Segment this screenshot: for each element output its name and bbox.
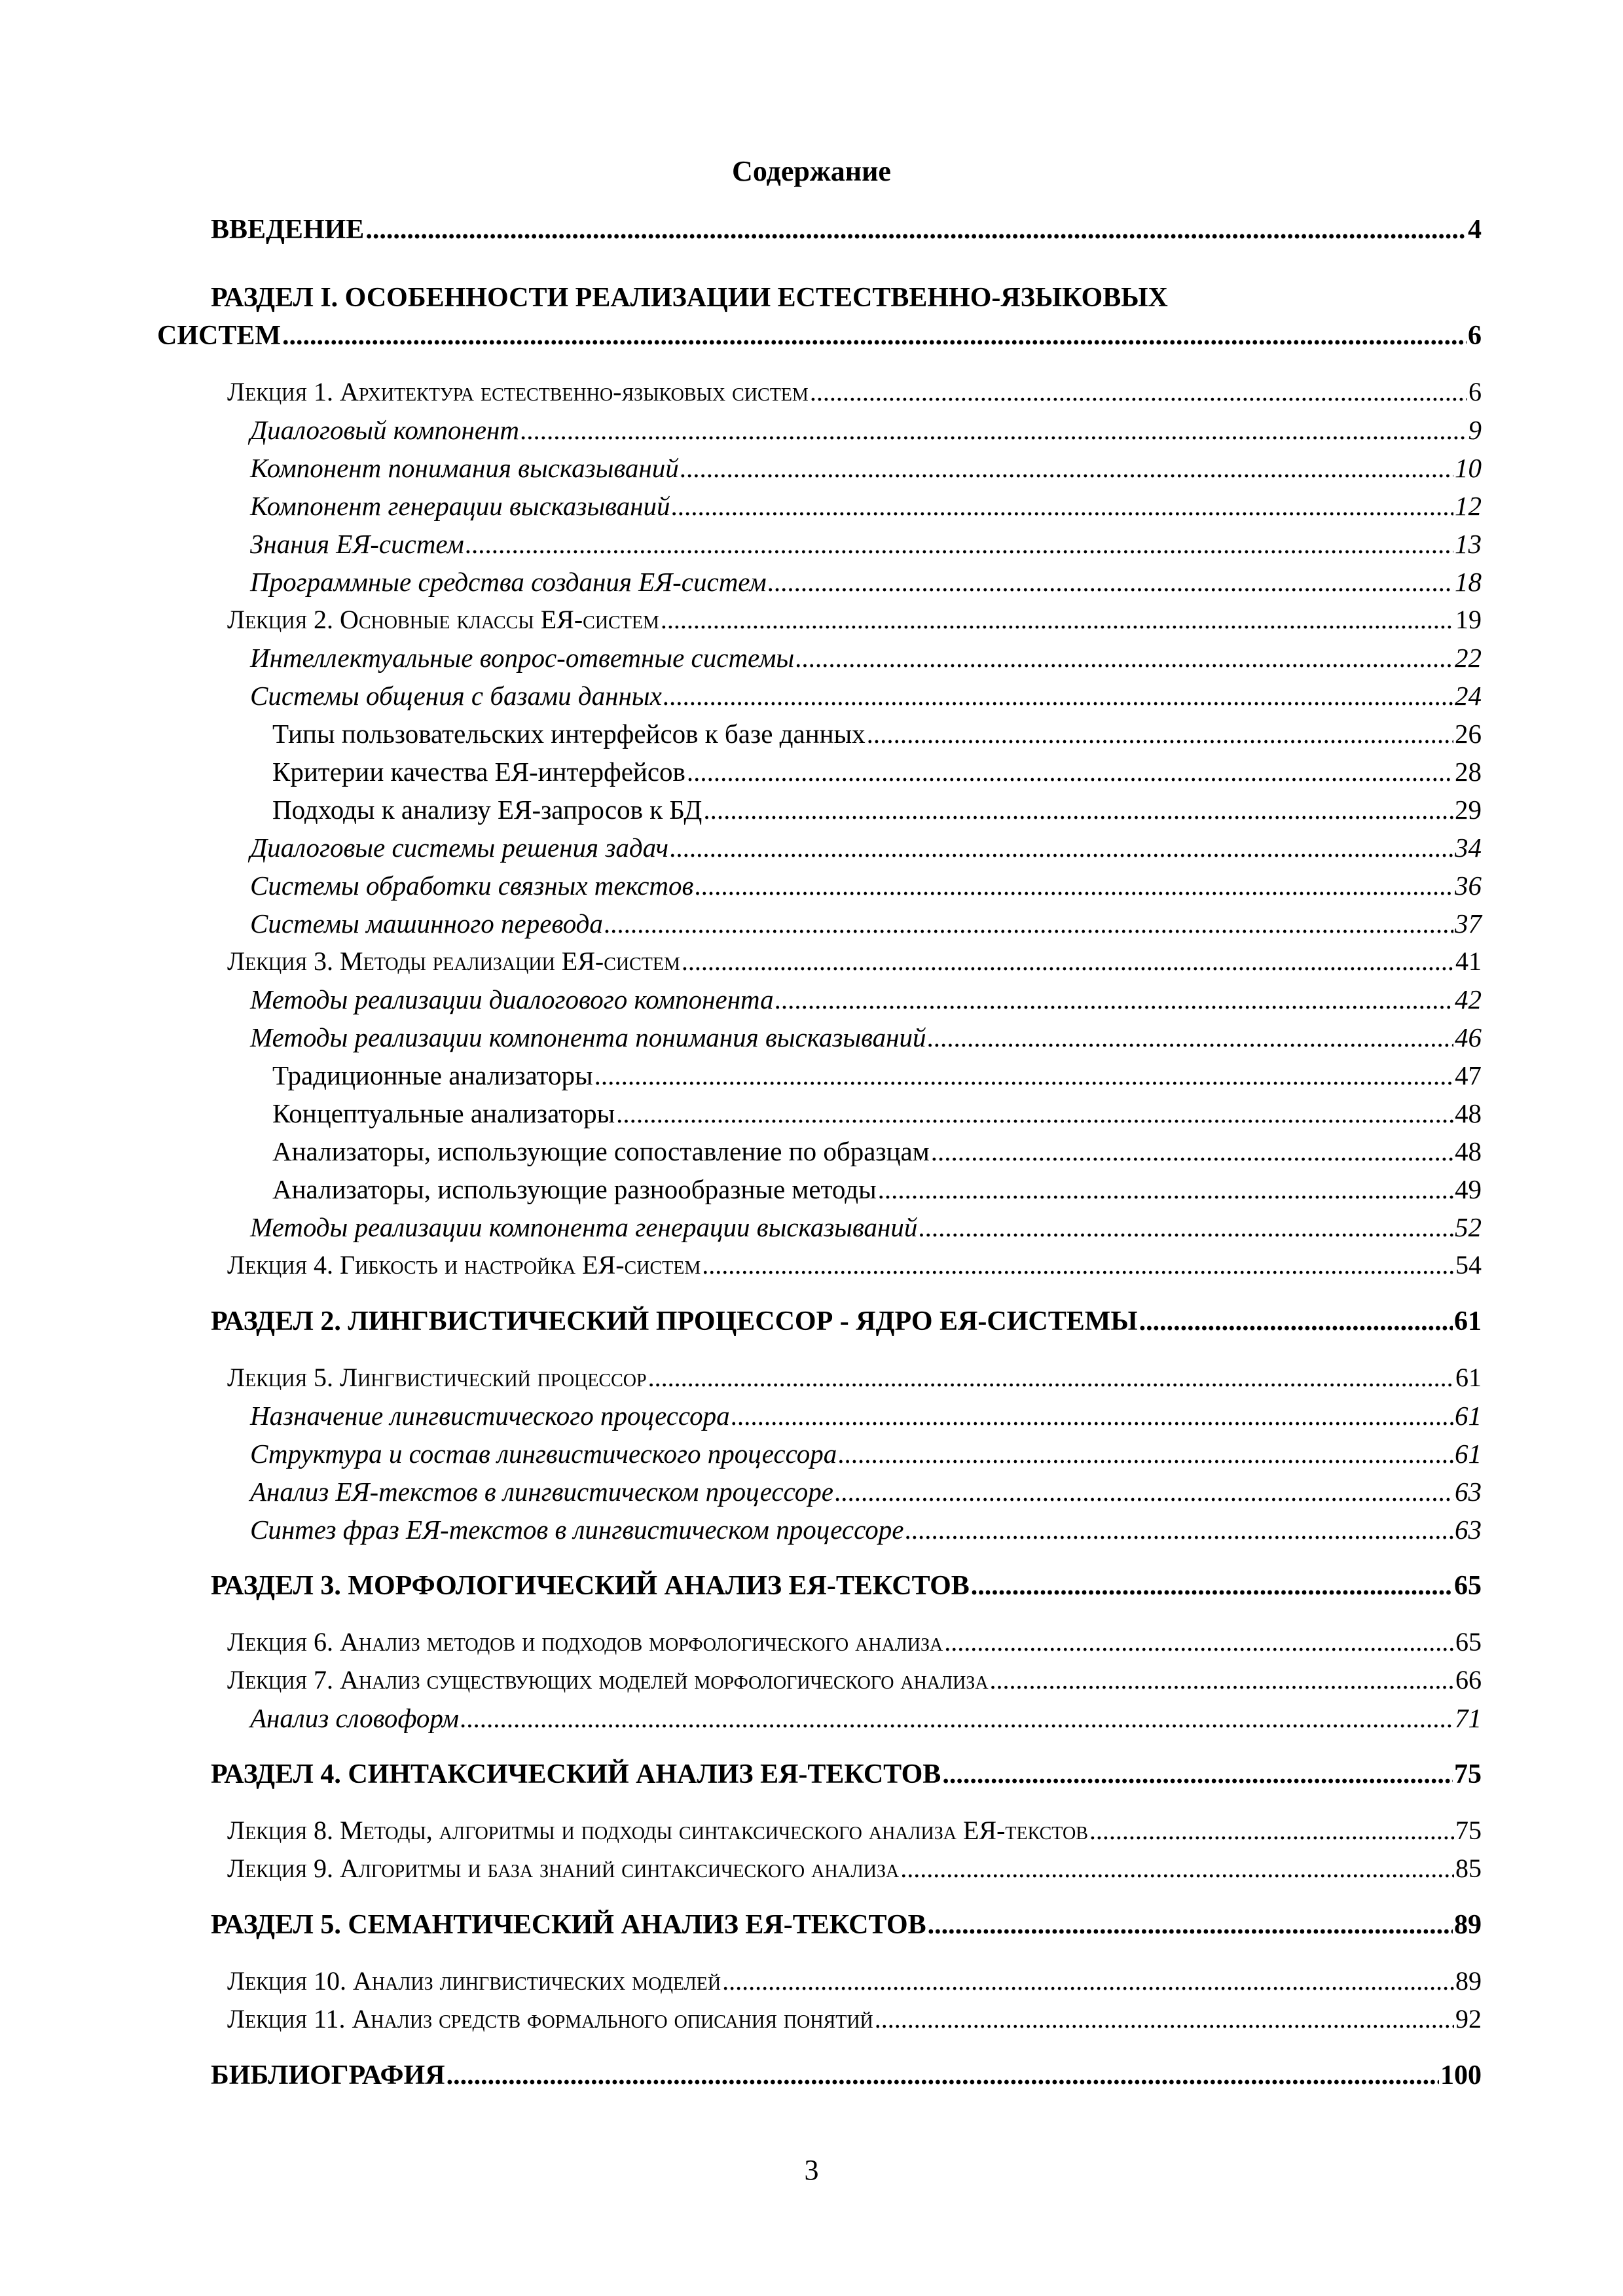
toc-entry-title: Анализ ЕЯ-текстов в лингвистическом процессоре — [250, 1477, 833, 1507]
toc-entry-title: Интеллектуальные вопрос-ответные системы — [250, 643, 795, 673]
toc-entry-title: Компонент генерации высказываний — [250, 491, 670, 521]
toc-entry-title: Знания ЕЯ-систем — [250, 529, 464, 559]
toc-entry-title: Лекция 8. Методы, алгоритмы и подходы синтаксического анализа ЕЯ-текстов — [227, 1816, 1088, 1845]
toc-leader — [731, 1397, 1453, 1435]
toc-entry-section[interactable] — [250, 829, 1482, 867]
toc-entry-subsection[interactable] — [272, 791, 1482, 829]
toc-entry-page: 54 — [1455, 1250, 1482, 1280]
toc-entry-section[interactable] — [250, 449, 1482, 487]
toc-entry-page: 65 — [1454, 1571, 1482, 1601]
toc-entry-title: Методы реализации диалогового компонента — [250, 984, 774, 1014]
toc-entry-page: 12 — [1455, 491, 1482, 521]
toc-entry-title: Лекция 1. Архитектура естественно-языковых систем — [227, 377, 809, 406]
toc-entry-page: 42 — [1455, 984, 1482, 1014]
toc-entry-page: 63 — [1455, 1515, 1482, 1545]
toc-entry-lecture-11[interactable] — [227, 2000, 1482, 2038]
toc-leader — [795, 639, 1453, 677]
toc-leader — [663, 677, 1453, 715]
toc-entry-page: 26 — [1455, 719, 1482, 749]
toc-leader — [722, 1962, 1454, 2000]
toc-entry-subsection[interactable] — [272, 753, 1482, 791]
toc-entry-title: Концептуальные анализаторы — [272, 1098, 615, 1128]
toc-entry-bibliography[interactable] — [211, 2056, 1482, 2094]
toc-entry-page: 36 — [1455, 870, 1482, 901]
toc-entry-page: 75 — [1455, 1816, 1482, 1845]
toc-entry-lecture-9[interactable] — [227, 1850, 1482, 1888]
toc-entry-title: Лекция 11. Анализ средств формального описания понятий — [227, 2004, 873, 2034]
toc-leader — [942, 1755, 1453, 1793]
toc-entry-title: Лекция 5. Лингвистический процессор — [227, 1363, 647, 1392]
toc-leader — [616, 1094, 1453, 1132]
toc-entry-page: 61 — [1455, 1439, 1482, 1469]
toc-entry-title: Анализаторы, использующие разнообразные методы — [272, 1174, 877, 1204]
toc-entry-title: Лекция 7. Анализ существующих моделей морфологического анализа — [227, 1665, 989, 1695]
toc-entry-section[interactable] — [250, 677, 1482, 715]
toc-entry-page: 75 — [1454, 1759, 1482, 1789]
toc-entry-page: 47 — [1455, 1060, 1482, 1090]
toc-entry-title: Традиционные анализаторы — [272, 1060, 593, 1090]
toc-entry-introduction[interactable] — [211, 211, 1482, 249]
toc-entry-title: Системы обработки связных текстов — [250, 870, 694, 901]
toc-entry-section[interactable] — [250, 487, 1482, 525]
toc-leader — [900, 1850, 1454, 1888]
toc-entry-title: РАЗДЕЛ 5. СЕМАНТИЧЕСКИЙ АНАЛИЗ ЕЯ-ТЕКСТОВ — [211, 1910, 926, 1940]
toc-leader — [648, 1359, 1454, 1397]
toc-leader — [867, 715, 1453, 753]
toc-entry-title: Лекция 2. Основные классы ЕЯ-систем — [227, 605, 659, 634]
toc-leader — [520, 411, 1467, 449]
toc-entry-title: Подходы к анализу ЕЯ-запросов к БД — [272, 795, 702, 825]
toc-entry-section[interactable] — [250, 1435, 1482, 1473]
toc-entry-page: 92 — [1455, 2004, 1482, 2034]
toc-leader — [282, 317, 1467, 355]
toc-entry-title: СИСТЕМ — [157, 321, 281, 351]
toc-entry-title: Типы пользовательских интерфейсов к базе данных — [272, 719, 866, 749]
toc-entry-page: 89 — [1454, 1910, 1482, 1940]
toc-entry-page: 63 — [1455, 1477, 1482, 1507]
toc-entry-subsection[interactable] — [272, 715, 1482, 753]
toc-entry-title: Компонент понимания высказываний — [250, 453, 679, 483]
toc-leader — [365, 211, 1467, 249]
toc-entry-section[interactable] — [250, 1511, 1482, 1549]
toc-leader — [944, 1623, 1454, 1661]
toc-entry-title: Синтез фраз ЕЯ-текстов в лингвистическом процессоре — [250, 1515, 904, 1545]
toc-entry-section[interactable] — [250, 563, 1482, 601]
toc-entry-page: 28 — [1455, 757, 1482, 787]
toc-leader — [875, 2000, 1454, 2038]
toc-entry-title: Лекция 3. Методы реализации ЕЯ-систем — [227, 946, 680, 976]
toc-leader — [928, 1018, 1454, 1056]
toc-entry-title: Анализаторы, использующие сопоставление по образцам — [272, 1136, 930, 1166]
toc-entry-page: 9 — [1468, 415, 1482, 445]
toc-entry-title: Анализ словоформ — [250, 1703, 460, 1733]
toc-entry-title: Системы машинного перевода — [250, 908, 603, 939]
toc-entry-part-3[interactable] — [211, 1567, 1482, 1605]
toc-leader — [928, 1906, 1453, 1944]
toc-entry-title: Лекция 10. Анализ лингвистических моделей — [227, 1966, 721, 1996]
toc-entry-title: Системы общения с базами данных — [250, 681, 662, 711]
toc-leader — [604, 905, 1453, 942]
toc-leader — [919, 1208, 1453, 1246]
toc-leader — [661, 601, 1454, 639]
toc-entry-lecture-10[interactable] — [227, 1962, 1482, 2000]
toc-entry-title: Структура и состав лингвистического процессора — [250, 1439, 837, 1469]
toc-leader — [465, 525, 1453, 563]
toc-entry-lecture-1[interactable] — [227, 373, 1482, 411]
toc-leader — [971, 1567, 1453, 1605]
toc-entry-title: Лекция 9. Алгоритмы и база знаний синтаксического анализа — [227, 1854, 900, 1883]
toc-entry-page: 41 — [1455, 946, 1482, 976]
page-number: 3 — [804, 2154, 819, 2186]
toc-entry-title: Лекция 4. Гибкость и настройка ЕЯ-систем — [227, 1250, 701, 1280]
toc-entry-page: 29 — [1455, 795, 1482, 825]
toc-leader — [695, 867, 1453, 905]
toc-entry-page: 85 — [1455, 1854, 1482, 1883]
toc-entry-page: 13 — [1455, 529, 1482, 559]
toc-entry-lecture-4[interactable] — [227, 1246, 1482, 1284]
toc-leader — [838, 1435, 1453, 1473]
toc-entry-title: ВВЕДЕНИЕ — [211, 215, 365, 245]
toc-entry-subsection[interactable] — [272, 1094, 1482, 1132]
toc-entry-section[interactable] — [250, 525, 1482, 563]
toc-entry-lecture-7[interactable] — [227, 1661, 1482, 1699]
toc-entry-section[interactable] — [250, 1018, 1482, 1056]
toc-entry-lecture-3[interactable] — [227, 942, 1482, 980]
toc-entry-section[interactable] — [250, 639, 1482, 677]
toc-leader — [905, 1511, 1453, 1549]
toc-entry-title: Программные средства создания ЕЯ-систем — [250, 567, 767, 597]
toc-entry-section[interactable] — [250, 1699, 1482, 1737]
toc-entry-page: 61 — [1454, 1306, 1482, 1336]
toc-entry-page: 6 — [1468, 377, 1482, 406]
toc-entry-page: 4 — [1468, 215, 1482, 245]
toc-leader — [687, 753, 1453, 791]
toc-entry-part-1[interactable] — [157, 317, 1482, 355]
toc-entry-title: БИБЛИОГРАФИЯ — [211, 2060, 445, 2090]
toc-leader — [1139, 1302, 1453, 1340]
toc-leader — [460, 1699, 1453, 1737]
toc-leader — [703, 791, 1453, 829]
toc-entry-page: 61 — [1455, 1401, 1482, 1431]
toc-leader — [682, 942, 1454, 980]
toc-entry-lecture-5[interactable] — [227, 1359, 1482, 1397]
toc-entry-title: РАЗДЕЛ 2. ЛИНГВИСТИЧЕСКИЙ ПРОЦЕССОР - ЯДРО ЕЯ-СИСТЕМЫ — [211, 1306, 1138, 1336]
toc-leader — [931, 1132, 1453, 1170]
toc-part-1-title-line1[interactable]: РАЗДЕЛ I. ОСОБЕННОСТИ РЕАЛИЗАЦИИ ЕСТЕСТВЕННО-ЯЗЫКОВЫХ — [211, 283, 1168, 313]
toc-entry-page: 71 — [1455, 1703, 1482, 1733]
toc-entry-page: 19 — [1455, 605, 1482, 634]
toc-entry-part-2[interactable] — [211, 1302, 1482, 1340]
toc-entry-page: 52 — [1455, 1212, 1482, 1242]
toc-entry-title: Лекция 6. Анализ методов и подходов морфологического анализа — [227, 1627, 943, 1657]
toc-entry-page: 10 — [1455, 453, 1482, 483]
toc-entry-page: 61 — [1455, 1363, 1482, 1392]
toc-entry-page: 22 — [1455, 643, 1482, 673]
toc-entry-page: 100 — [1440, 2060, 1482, 2090]
toc-leader — [702, 1246, 1454, 1284]
toc-entry-title: Назначение лингвистического процессора — [250, 1401, 730, 1431]
toc-leader — [672, 487, 1453, 525]
toc-entry-page: 6 — [1468, 321, 1482, 351]
toc-leader — [670, 829, 1453, 867]
toc-entry-section[interactable] — [250, 905, 1482, 942]
toc-leader — [878, 1170, 1453, 1208]
toc-leader — [990, 1661, 1454, 1699]
toc-entry-lecture-6[interactable] — [227, 1623, 1482, 1661]
toc-entry-subsection[interactable] — [272, 1170, 1482, 1208]
toc-entry-title: Методы реализации компонента генерации высказываний — [250, 1212, 918, 1242]
toc-leader — [810, 373, 1467, 411]
toc-entry-section[interactable] — [250, 867, 1482, 905]
toc-entry-section[interactable] — [250, 1208, 1482, 1246]
toc-entry-title: Диалоговый компонент — [250, 415, 519, 445]
toc-entry-page: 24 — [1455, 681, 1482, 711]
toc-entry-page: 18 — [1455, 567, 1482, 597]
toc-entry-page: 48 — [1455, 1098, 1482, 1128]
toc-leader — [680, 449, 1453, 487]
toc-entry-title: РАЗДЕЛ 3. МОРФОЛОГИЧЕСКИЙ АНАЛИЗ ЕЯ-ТЕКСТОВ — [211, 1571, 970, 1601]
toc-entry-section[interactable] — [250, 980, 1482, 1018]
toc-entry-page: 46 — [1455, 1022, 1482, 1052]
toc-entry-section[interactable] — [250, 411, 1482, 449]
toc-entry-title: Диалоговые системы решения задач — [250, 833, 669, 863]
toc-entry-title: Критерии качества ЕЯ-интерфейсов — [272, 757, 685, 787]
toc-entry-page: 89 — [1455, 1966, 1482, 1996]
toc-leader — [775, 980, 1453, 1018]
toc-entry-page: 34 — [1455, 833, 1482, 863]
toc-entry-lecture-8[interactable] — [227, 1812, 1482, 1850]
toc-entry-subsection[interactable] — [272, 1132, 1482, 1170]
toc-entry-section[interactable] — [250, 1473, 1482, 1511]
page-title: Содержание — [732, 155, 891, 187]
toc-leader — [594, 1056, 1453, 1094]
toc-leader — [835, 1473, 1453, 1511]
toc-entry-part-5[interactable] — [211, 1906, 1482, 1944]
toc-entry-subsection[interactable] — [272, 1056, 1482, 1094]
toc-entry-part-4[interactable] — [211, 1755, 1482, 1793]
toc-entry-page: 66 — [1455, 1665, 1482, 1695]
toc-entry-page: 49 — [1455, 1174, 1482, 1204]
toc-leader — [768, 563, 1453, 601]
toc-entry-title: РАЗДЕЛ 4. СИНТАКСИЧЕСКИЙ АНАЛИЗ ЕЯ-ТЕКСТОВ — [211, 1759, 941, 1789]
toc-entry-lecture-2[interactable] — [227, 601, 1482, 639]
toc-entry-section[interactable] — [250, 1397, 1482, 1435]
toc-entry-title: Методы реализации компонента понимания высказываний — [250, 1022, 926, 1052]
toc-entry-page: 48 — [1455, 1136, 1482, 1166]
toc-leader — [1089, 1812, 1454, 1850]
toc-entry-page: 37 — [1455, 908, 1482, 939]
toc-entry-page: 65 — [1455, 1627, 1482, 1657]
toc-leader — [447, 2056, 1439, 2094]
